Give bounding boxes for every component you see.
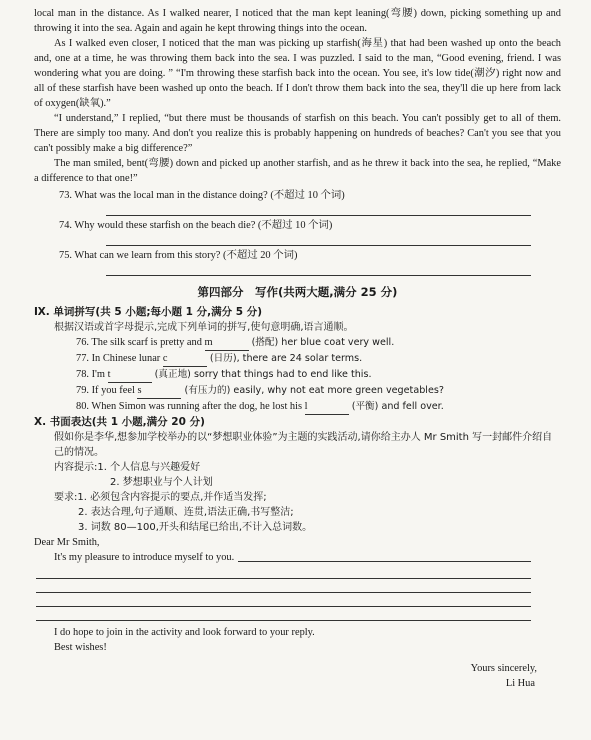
writing-line-1[interactable]	[36, 565, 531, 579]
writing-line-0[interactable]	[238, 550, 531, 562]
spelling-blank-77[interactable]: c	[163, 351, 207, 367]
spelling-item-78: 78. I'm t (真正地) sorry that things had to end like this.	[34, 367, 561, 383]
writing-prompt: 假如你是李华,想参加学校举办的以“梦想职业体验”为主题的实践活动,请你给主办人 Mr Smith 写一封邮件介绍自己的情况。	[54, 432, 553, 458]
passage-paragraph-3: “I understand,” I replied, “but there must be thousands of starfish on this beach. You can't possibly get to all of them. There are simply too many. And don't you realize this is probably happening on hundreds of beaches? Can't you see that you can't possibly make a big difference?”	[34, 113, 561, 154]
spelling-item-77: 77. In Chinese lunar c (日历), there are 24 solar terms.	[34, 351, 561, 367]
part4-title: 第四部分 写作(共两大题,满分 25 分)	[197, 285, 398, 299]
spelling-blank-80[interactable]: l	[305, 399, 349, 415]
passage-paragraph-4: The man smiled, bent(弯腰) down and picked up another starfish, and as he threw it back into the sea, he replied, “Make a difference to that one!”	[34, 158, 561, 184]
writing-line-4[interactable]	[36, 607, 531, 621]
spelling-blank-76[interactable]: m	[205, 335, 249, 351]
passage-paragraph-2: As I walked even closer, I noticed that the man was picking up starfish(海星) that had been washed up onto the beach and, one at a time, he was throwing them back into the sea. I was puzzled. I said to the man, “Good evening, friend. I was wondering what you are doing. ” “I'm throwing these starfish back into the ocean. You see, it's low tide(潮汐) right now and all of these starfish have been washed up onto the beach. If I don't throw them back into the sea, they'll die up here from lack of oxygen(缺氧).”	[34, 38, 561, 109]
section-9-title: Ⅸ. 单词拼写(共 5 小题;每小题 1 分,满分 5 分)	[34, 306, 263, 318]
letter-opening-row	[34, 550, 561, 565]
answer-line-73[interactable]	[106, 203, 531, 216]
requirement-3: 3. 词数 80—100,开头和结尾已给出,不计入总词数。	[78, 522, 313, 533]
letter-salutation: Dear Mr Smith,	[34, 537, 100, 548]
question-74: 74. Why would these starfish on the beach die? (不超过 10 个词)	[59, 220, 333, 231]
content-hint-2: 2. 梦想职业与个人计划	[110, 477, 213, 488]
answer-line-74[interactable]	[106, 233, 531, 246]
writing-line-3[interactable]	[36, 593, 531, 607]
spelling-item-80: 80. When Simon was running after the dog, he lost his l (平衡) and fell over.	[34, 399, 561, 415]
requirement-2: 2. 表达合理,句子通顺、连贯,语法正确,书写整洁;	[78, 507, 294, 518]
requirement-1: 要求:1. 必须包含内容提示的要点,并作适当发挥;	[54, 492, 267, 503]
content-hint-1: 内容提示:1. 个人信息与兴趣爱好	[54, 462, 201, 473]
letter-opening: It's my pleasure to introduce myself to you.	[54, 552, 235, 563]
spelling-item-76: 76. The silk scarf is pretty and m (搭配) her blue coat very well.	[34, 335, 561, 351]
letter-signature: Li Hua	[505, 678, 535, 689]
writing-line-2[interactable]	[36, 579, 531, 593]
section-9-instructions: 根据汉语或首字母提示,完成下列单词的拼写,使句意明确,语言通顺。	[54, 322, 354, 333]
section-10-title: Ⅹ. 书面表达(共 1 小题,满分 20 分)	[34, 416, 205, 428]
letter-yours-sincerely: Yours sincerely,	[470, 663, 537, 674]
question-73: 73. What was the local man in the distance doing? (不超过 10 个词)	[59, 190, 345, 201]
letter-closing: I do hope to join in the activity and look forward to your reply.	[54, 627, 315, 638]
passage-paragraph-1: local man in the distance. As I walked nearer, I noticed that the man kept leaning(弯腰) down, picking something up and throwing it into the sea. Again and again he kept throwing things into the ocean.	[34, 8, 561, 34]
spelling-blank-78[interactable]: t	[108, 367, 152, 383]
question-75: 75. What can we learn from this story? (不超过 20 个词)	[59, 250, 298, 261]
letter-best-wishes: Best wishes!	[54, 642, 107, 653]
spelling-item-79: 79. If you feel s (有压力的) easily, why not eat more green vegetables?	[34, 383, 561, 399]
answer-line-75[interactable]	[106, 263, 531, 276]
spelling-blank-79[interactable]: s	[137, 383, 181, 399]
